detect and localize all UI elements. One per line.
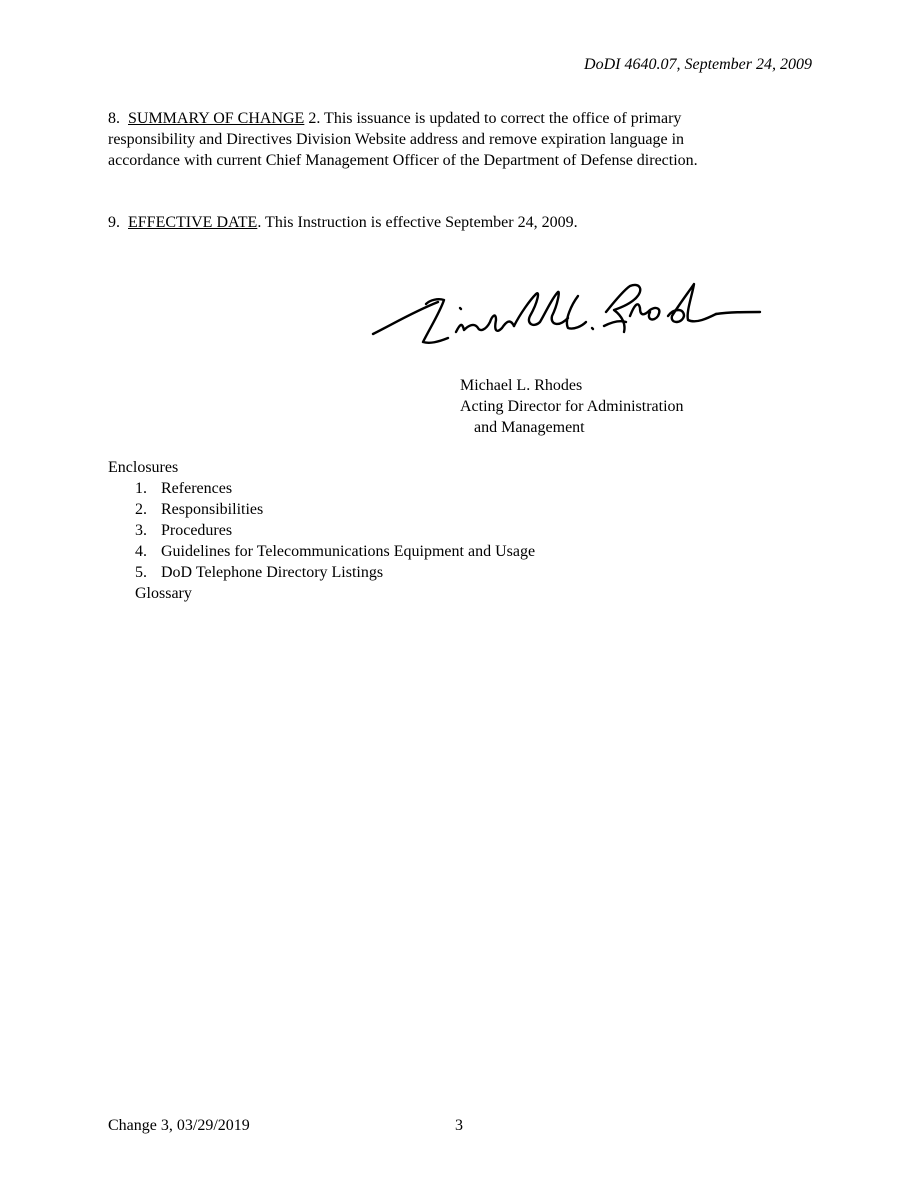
enclosures-list	[108, 478, 535, 604]
enclosure-label: Responsibilities	[161, 501, 264, 518]
handwritten-signature	[368, 272, 763, 352]
enclosure-label: DoD Telephone Directory Listings	[161, 564, 384, 581]
section-9-number: 9.	[108, 214, 120, 231]
signature-stroke-trail	[716, 312, 760, 314]
enclosure-item	[108, 562, 535, 583]
enclosures-section	[108, 457, 535, 604]
section-8-line-3: accordance with current Chief Management Officer of the Department of Defense direction.	[108, 152, 698, 169]
section-8-number: 8.	[108, 110, 120, 127]
section-8-summary-of-change	[108, 108, 808, 171]
enclosure-item	[108, 520, 535, 541]
enclosure-number: 2.	[135, 501, 147, 518]
signature-stroke-ho	[630, 304, 659, 319]
signer-title-line-1: Acting Director for Administration	[460, 398, 684, 415]
footer-page-number: 3	[455, 1117, 463, 1134]
enclosure-number: 3.	[135, 522, 147, 539]
signature-stroke-d	[668, 284, 716, 322]
signature-stroke-r-cross	[604, 321, 626, 326]
section-8-line-2: responsibility and Directives Division Website address and remove expiration language in	[108, 131, 685, 148]
enclosures-heading: Enclosures	[108, 459, 179, 476]
enclosure-item	[108, 478, 535, 499]
signature-stroke-ael	[514, 292, 568, 326]
signature-block	[460, 375, 684, 438]
enclosure-number: 4.	[135, 543, 147, 560]
signature-stroke-dot	[460, 308, 461, 309]
section-9-effective-date	[108, 212, 808, 233]
section-8-heading: SUMMARY OF CHANGE	[128, 110, 305, 127]
enclosure-label: Guidelines for Telecommunications Equipment and Usage	[161, 543, 536, 560]
footer-change-notice: Change 3, 03/29/2019	[108, 1117, 250, 1134]
signature-stroke-period	[592, 328, 593, 329]
signature-stroke-ich	[456, 316, 514, 332]
section-9-text: . This Instruction is effective September 24, 2009.	[257, 214, 578, 231]
signature-stroke-l	[567, 296, 586, 329]
signer-name: Michael L. Rhodes	[460, 377, 583, 394]
enclosure-number: 5.	[135, 564, 147, 581]
enclosure-item	[108, 499, 535, 520]
signature-stroke-lead	[373, 302, 438, 334]
signer-title-line-2: and Management	[474, 419, 585, 436]
enclosure-number: 1.	[135, 480, 147, 497]
section-8-text-1: 2. This issuance is updated to correct the office of primary	[304, 110, 682, 127]
enclosure-item	[108, 541, 535, 562]
enclosure-label: Procedures	[161, 522, 233, 539]
enclosure-label: References	[161, 480, 233, 497]
section-8-line-1	[108, 108, 808, 129]
enclosure-glossary: Glossary	[135, 585, 192, 602]
signature-stroke-r	[606, 285, 640, 332]
section-9-heading: EFFECTIVE DATE	[128, 214, 258, 231]
document-reference-header: DoDI 4640.07, September 24, 2009	[584, 56, 812, 73]
